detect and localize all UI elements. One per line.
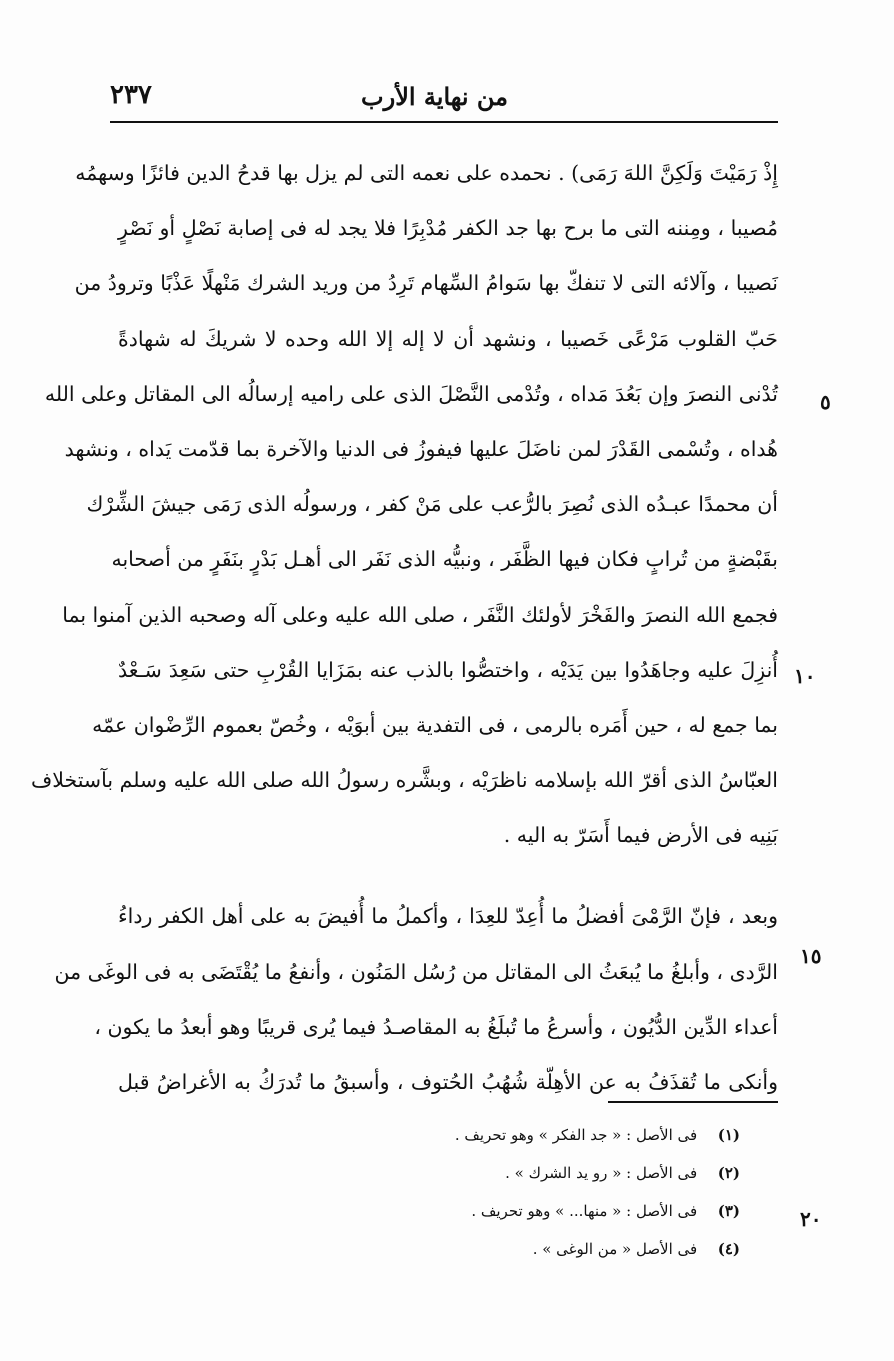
footnote-text: فى الأصل « من الوغى » . [532,1240,698,1258]
text-line: أن محمدًا عبـدُه الذى نُصِرَ بالرُّعب على مَنْ كفر ، ورسولُه الذى رَمَى جيشَ الشِّرْك [86,492,778,517]
text-line: وبعد ، فإنّ الرَّمْىَ أفضلُ ما أُعِدّ للعِدَا ، وأكملُ ما أُفيضَ به على أهل الكفر رداءُ [118,904,778,929]
main-text [31,146,778,1110]
footnotes [300,1116,740,1268]
line-number-15: ١٥ [800,944,822,968]
footnote-number: (٣) [717,1202,740,1220]
text-line: بقَبْضةٍ من تُرابٍ فكان فيها الظَّفَر ، ونبيُّه الذى نَفَر الى أهـل بَدْرٍ بنَفَرٍ من أصحابه [111,547,778,572]
footnote-number: (١) [717,1126,740,1144]
running-title: من نهاية الأرب [361,82,508,111]
text-line: إِذْ رَمَيْتَ وَلَكِنَّ اللهَ رَمَى) . نحمده على نعمه التى لم يزل بها قدحُ الدين فائزًا وسهمُه [75,161,778,185]
line-number-10: ١٠ [794,664,816,688]
text-line: الرَّدى ، وأبلغُ ما يُبعَثُ الى المقاتل من رُسُل المَنُون ، وأنفعُ ما يُقْتَضَى به فى الوغَى من [54,959,778,984]
footnote-text: فى الأصل : « رو يد الشرك » . [505,1164,698,1182]
paragraph-gap [118,863,778,889]
line-number-20: ٢٠ [800,1207,822,1231]
footnote [300,1192,740,1230]
footnote [300,1230,740,1268]
footnote-text: فى الأصل : « منها... » وهو تحريف . [471,1202,698,1220]
footnote [300,1154,740,1192]
text-line: بما جمع له ، حين أَمَره بالرمى ، فى التفدية بين أبوَيْه ، وخُصّ بعموم الرِّضْوان عمّه [92,712,778,737]
header-rule [110,121,778,123]
footnote [300,1116,740,1154]
text-line: العبّاسُ الذى أقرّ الله بإسلامه ناظرَيْه ، وبشَّره رسولُ الله صلى الله عليه وسلم بآستخلاف [31,768,778,793]
footnote-number: (٢) [717,1164,740,1182]
text-line: وأنكى ما تُقذَفُ به عن الأهِلّة شُهُبُ الحُتوف ، وأسبقُ ما تُدرَكُ به الأغراضُ قبل [118,1070,778,1094]
footnote-number: (٤) [717,1240,740,1258]
line-number-5: ٥ [820,390,831,414]
text-line: نَصيبا ، وآلائه التى لا تنفكّ بها سَوامُ السِّهام تَرِدُ من وريد الشرك مَنْهلًا عَذْبًا وترودُ من [74,271,778,296]
page-number: ٢٣٧ [110,80,152,110]
text-line: أُنزِلَ عليه وجاهَدُوا بين يَدَيْه ، واختصُّوا بالذب عنه بمَزَايا القُرْبِ حتى سَعِدَ سَـعْدٌ [118,657,778,682]
text-line: فجمع الله النصرَ والفَخْرَ لأولئك النَّفَر ، صلى الله عليه وعلى آله وصحبه الذين آمنوا بما [62,602,778,627]
text-line: بَنِيه فى الأرض فيما أَسَرّ به اليه . [503,823,778,848]
text-line: أعداء الدِّين الدُّيُون ، وأسرعُ ما تُبلَغُ به المقاصـدُ فيما يُرى قريبًا وهو أبعدُ ما يكون ، [94,1014,778,1039]
text-line: مُصيبا ، ومِننه التى ما برح بها جد الكفر مُدْبِرًا فلا يجد له فى إصابة نَصْلٍ أو نَصْرٍ [118,216,778,241]
text-line: حَبّ القلوب مَرْعًى خَصيبا ، ونشهد أن لا إله إلا الله وحده لا شريكَ له شهادةً [118,326,778,351]
text-line: تُدْنى النصرَ وإن بَعُدَ مَداه ، وتُدْمى النَّصْلَ الذى على راميه إرسالُه الى المقاتل وعلى الله [44,381,778,406]
footnote-text: فى الأصل : « جد الفكر » وهو تحريف . [454,1126,698,1144]
footnote-rule [608,1101,778,1103]
text-line: هُداه ، وتُسْمى القَدْرَ لمن ناضَلَ عليها فيفوزُ فى الدنيا والآخرة بما قدّمت يَداه ، ونشهد [64,436,778,461]
running-header [110,78,778,118]
